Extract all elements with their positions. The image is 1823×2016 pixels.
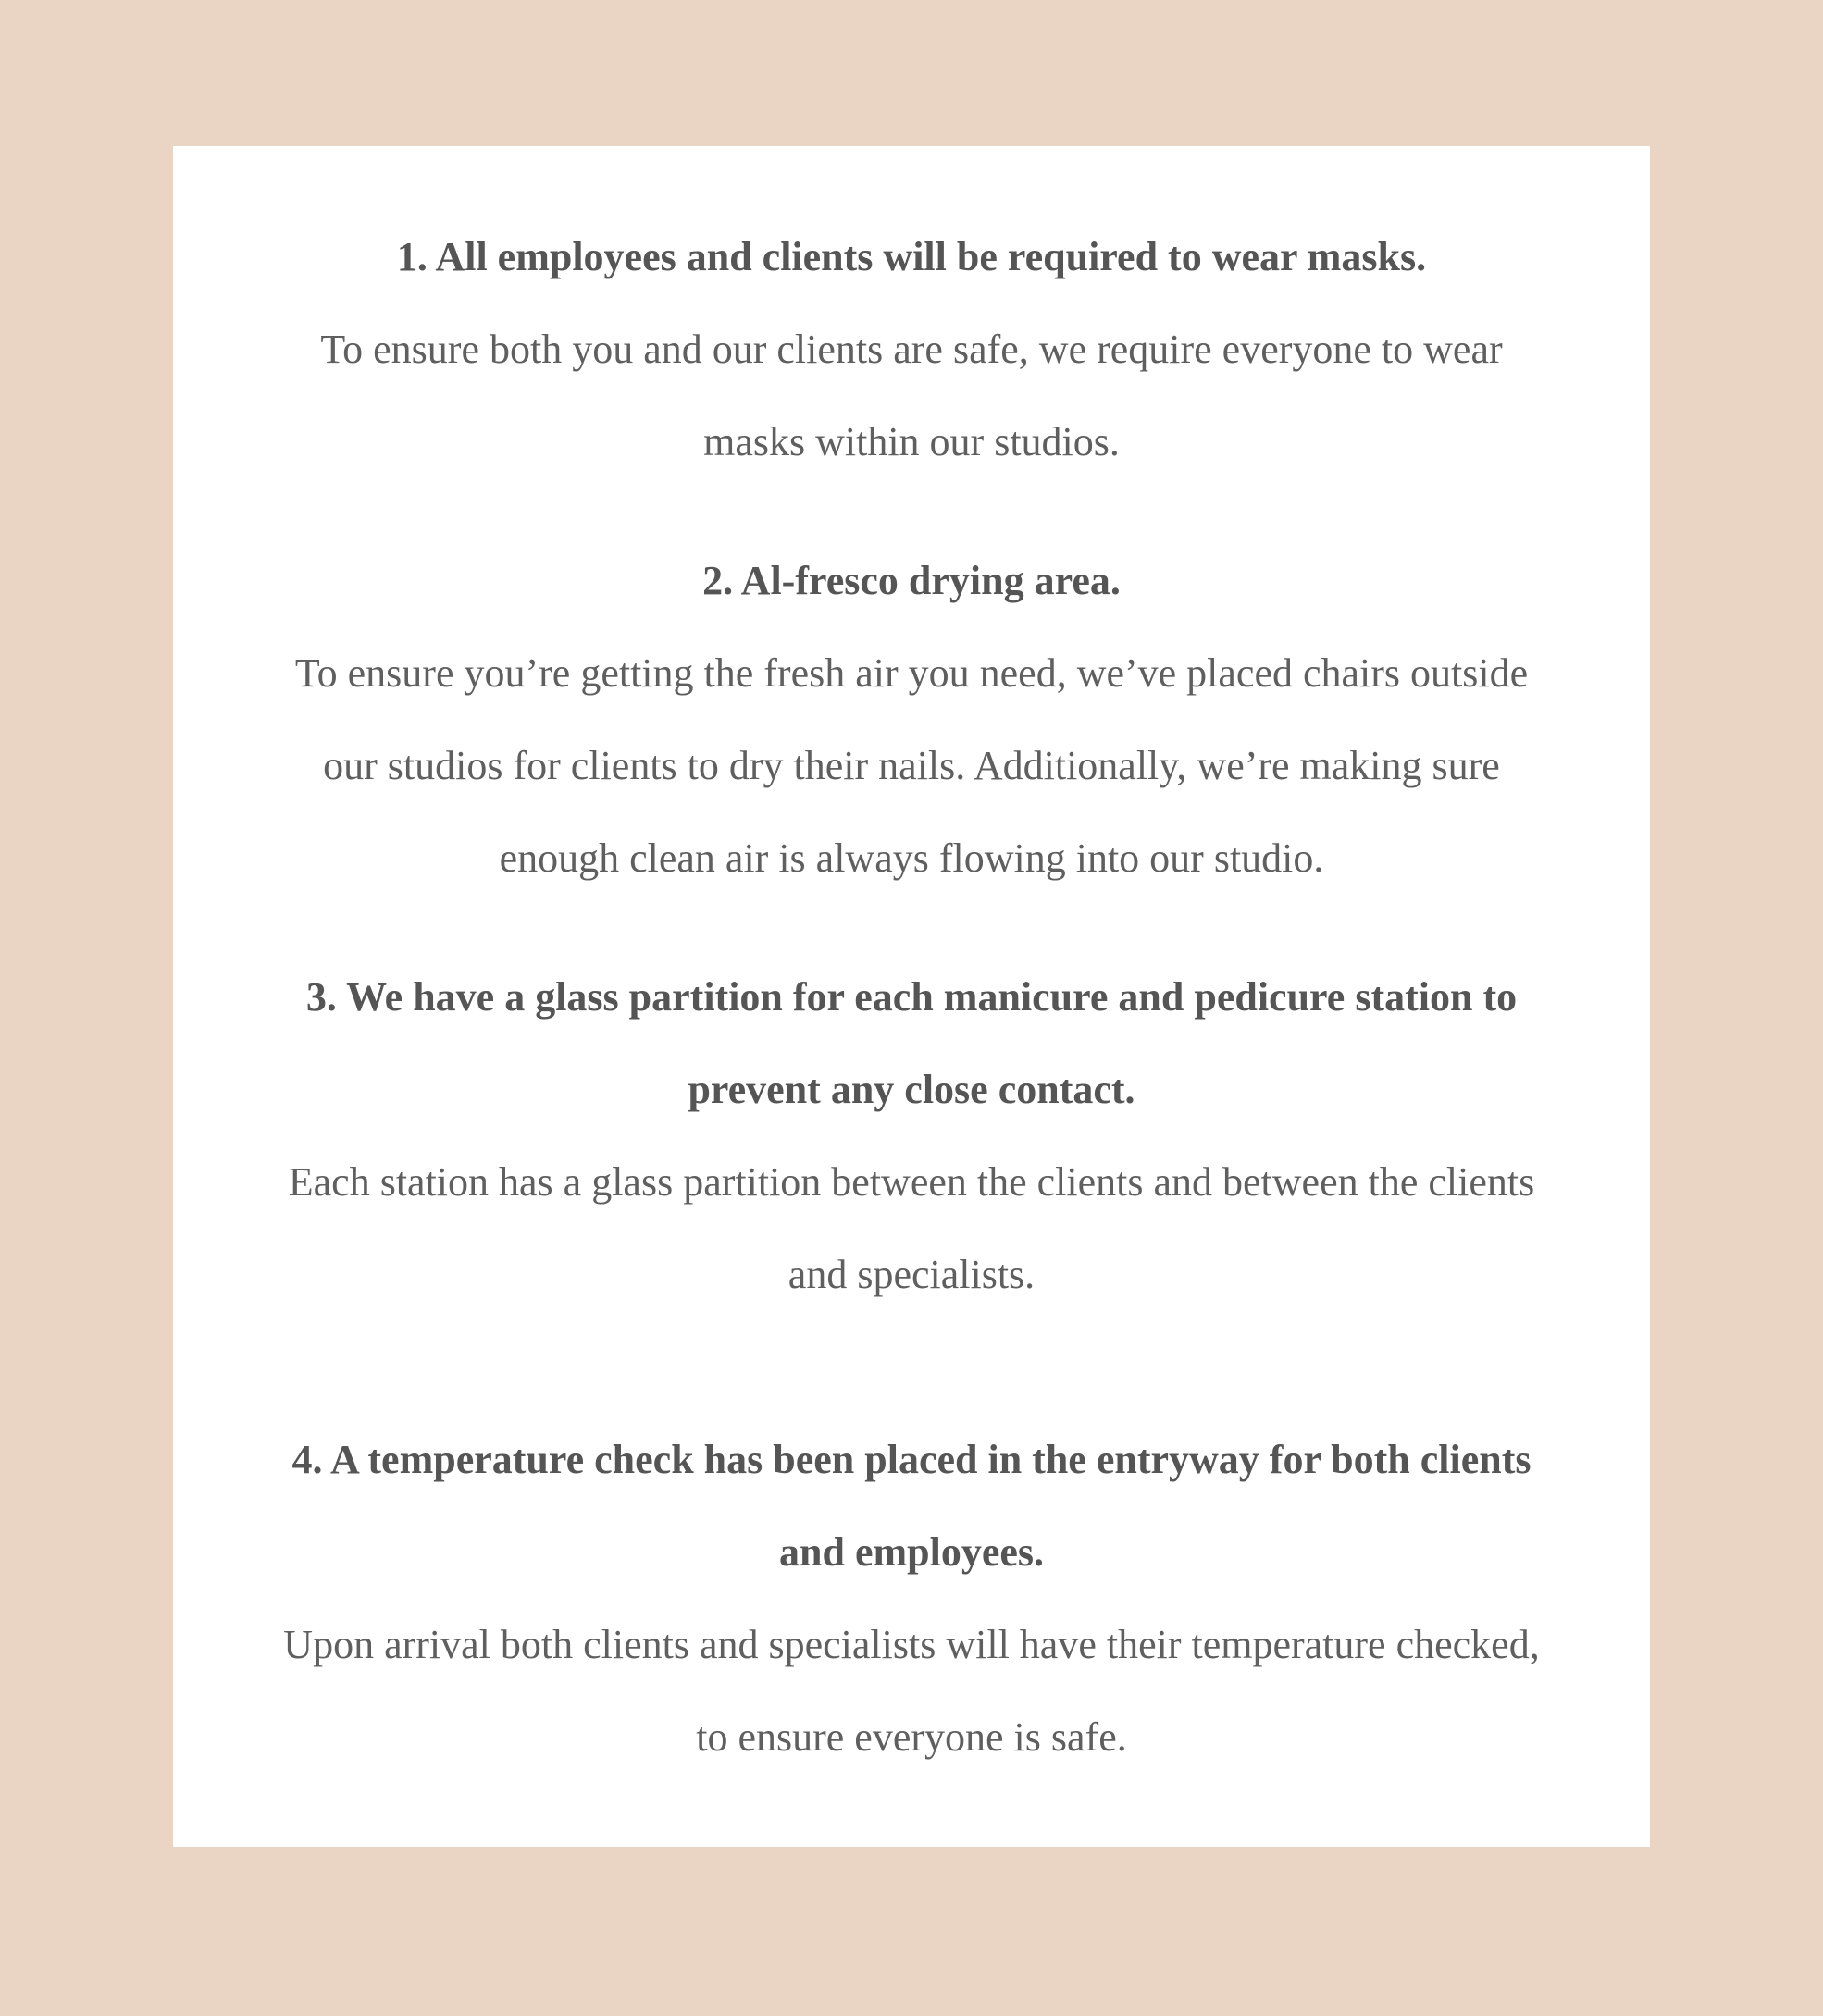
policy-section-masks xyxy=(266,211,1557,489)
policy-body-masks: To ensure both you and our clients are safe, we require everyone to wear masks within our studios. xyxy=(320,327,1503,464)
policy-section-temperature-check xyxy=(266,1414,1557,1784)
policy-heading-glass-partition: 3. We have a glass partition for each manicure and pedicure station to prevent any close contact. xyxy=(305,974,1518,1112)
policy-body-drying-area: To ensure you’re getting the fresh air you need, we’ve placed chairs outside our studios for clients to dry their nails. Additionally, we’re making sure enough clean air is always flowing into our studio. xyxy=(294,650,1529,881)
policy-body-temperature-check: Upon arrival both clients and specialists will have their temperature checked, to ensure everyone is safe. xyxy=(283,1622,1540,1760)
section-spacer xyxy=(266,1321,1557,1414)
policy-section-drying-area xyxy=(266,535,1557,905)
policy-heading-temperature-check: 4. A temperature check has been placed in the entryway for both clients and employees. xyxy=(291,1437,1532,1575)
policy-section-glass-partition xyxy=(266,951,1557,1321)
section-spacer xyxy=(266,489,1557,535)
policy-heading-masks: 1. All employees and clients will be required to wear masks. xyxy=(396,234,1427,279)
policy-body-glass-partition: Each station has a glass partition between the clients and between the clients and specialists. xyxy=(288,1159,1535,1297)
notice-card xyxy=(173,146,1650,1847)
section-spacer xyxy=(266,905,1557,951)
policy-heading-drying-area: 2. Al-fresco drying area. xyxy=(702,558,1121,603)
